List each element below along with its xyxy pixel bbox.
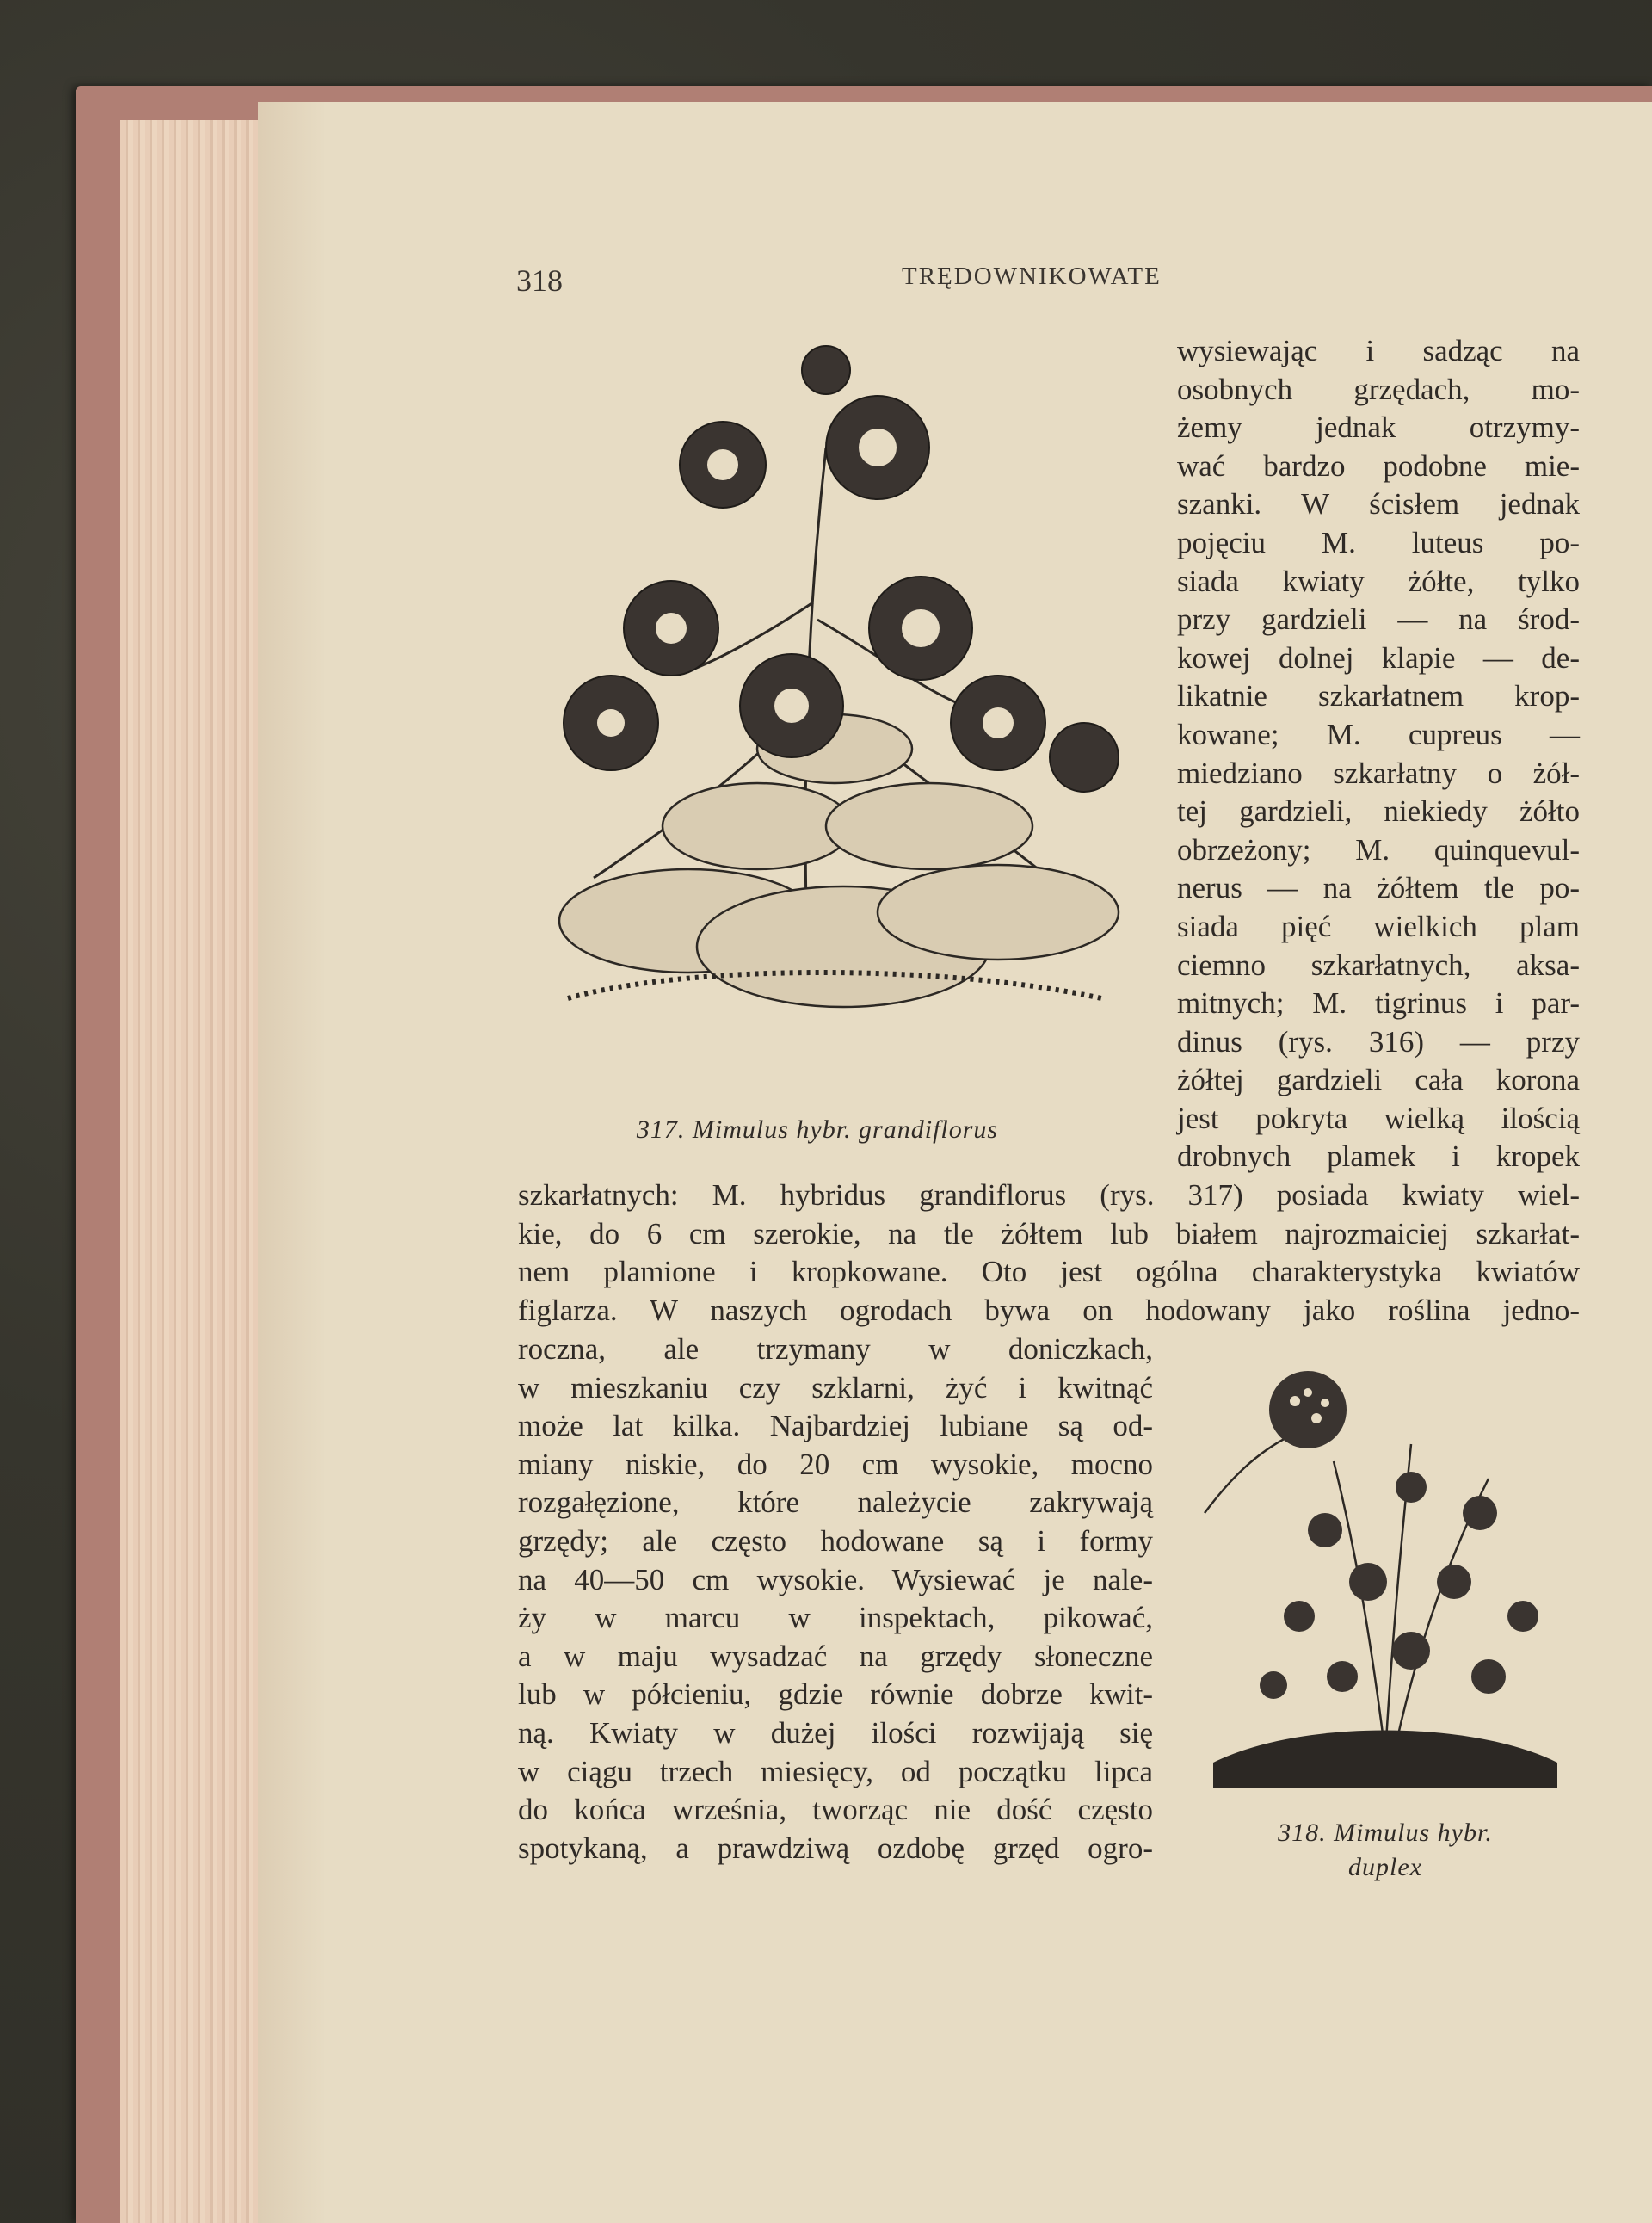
text-line: siada kwiaty żółte, tylko — [1177, 564, 1580, 598]
text-block-full-width — [518, 1176, 1580, 1330]
text-line: figlarza. W naszych ogrodach bywa on hodowany jako roślina jedno- — [518, 1293, 1580, 1327]
text-line: na 40—50 cm wysokie. Wysiewać je nale- — [518, 1562, 1153, 1596]
text-line: może lat kilka. Najbardziej lubiane są od- — [518, 1409, 1153, 1443]
text-line: a w maju wysadzać na grzędy słoneczne — [518, 1639, 1153, 1673]
text-line: osobnych grzędach, mo- — [1177, 372, 1580, 406]
text-line: miedziano szkarłatny o żół- — [1177, 756, 1580, 790]
text-line: drobnych plamek i kropek — [1177, 1139, 1580, 1174]
text-line: tej gardzieli, niekiedy żółto — [1177, 794, 1580, 829]
text-line: do końca września, tworząc nie dość często — [518, 1793, 1153, 1827]
figure-318-caption-line2: duplex — [1348, 1853, 1422, 1881]
text-line: roczna, ale trzymany w doniczkach, — [518, 1332, 1153, 1366]
text-column-top — [1177, 332, 1580, 1176]
figure-318-illustration — [1196, 1358, 1575, 1806]
text-line: grzędy; ale często hodowane są i formy — [518, 1523, 1153, 1558]
text-line: miany niskie, do 20 cm wysokie, mocno — [518, 1447, 1153, 1481]
text-line: spotykaną, a prawdziwą ozdobę grzęd ogro- — [518, 1831, 1153, 1865]
text-line: ną. Kwiaty w dużej ilości rozwijają się — [518, 1715, 1153, 1750]
text-line: kowej dolnej klapie — de- — [1177, 640, 1580, 675]
text-line: nem plamione i kropkowane. Oto jest ogólna charakterystyka kwiatów — [518, 1255, 1580, 1289]
figure-318-caption — [1196, 1816, 1575, 1885]
text-line: lub w półcieniu, gdzie równie dobrze kwit- — [518, 1677, 1153, 1712]
page-edges — [120, 120, 267, 2223]
text-line: ży w marcu w inspektach, pikować, — [518, 1601, 1153, 1635]
text-line: rozgałęzione, które należycie zakrywają — [518, 1485, 1153, 1520]
text-line: żółtej gardzieli cała korona — [1177, 1063, 1580, 1097]
text-line: przy gardzieli — na środ- — [1177, 602, 1580, 637]
text-line: jest pokryta wielką ilością — [1177, 1101, 1580, 1135]
page-number: 318 — [516, 263, 563, 298]
text-line: wać bardzo podobne mie- — [1177, 448, 1580, 483]
running-head: TRĘDOWNIKOWATE — [902, 262, 1162, 290]
text-line: siada pięć wielkich plam — [1177, 909, 1580, 943]
text-line: szkarłatnych: M. hybridus grandiflorus (rys. 317) posiada kwiaty wiel- — [518, 1178, 1580, 1212]
text-line: żemy jednak otrzymy- — [1177, 411, 1580, 445]
text-line: obrzeżony; M. quinquevul- — [1177, 832, 1580, 867]
text-line: szanki. W ścisłem jednak — [1177, 487, 1580, 522]
figure-317-illustration — [516, 344, 1144, 1067]
text-line: mitnych; M. tigrinus i par- — [1177, 986, 1580, 1021]
text-line: w mieszkaniu czy szklarni, żyć i kwitnąć — [518, 1370, 1153, 1405]
text-column-bottom — [518, 1331, 1153, 1868]
text-line: likatnie szkarłatnem krop- — [1177, 679, 1580, 713]
figure-317-caption: 317. Mimulus hybr. grandiflorus — [636, 1115, 999, 1144]
text-line: dinus (rys. 316) — przy — [1177, 1024, 1580, 1059]
text-line: kie, do 6 cm szerokie, na tle żółtem lub białem najrozmaiciej szkarłat- — [518, 1216, 1580, 1250]
text-line: ciemno szkarłatnych, aksa- — [1177, 948, 1580, 982]
text-line: nerus — na żółtem tle po- — [1177, 871, 1580, 905]
text-line: w ciągu trzech miesięcy, od początku lipca — [518, 1754, 1153, 1788]
figure-318-caption-line1: 318. Mimulus hybr. — [1278, 1819, 1493, 1847]
text-line: kowane; M. cupreus — — [1177, 717, 1580, 751]
text-line: pojęciu M. luteus po- — [1177, 525, 1580, 559]
text-line: wysiewając i sadząc na — [1177, 334, 1580, 367]
